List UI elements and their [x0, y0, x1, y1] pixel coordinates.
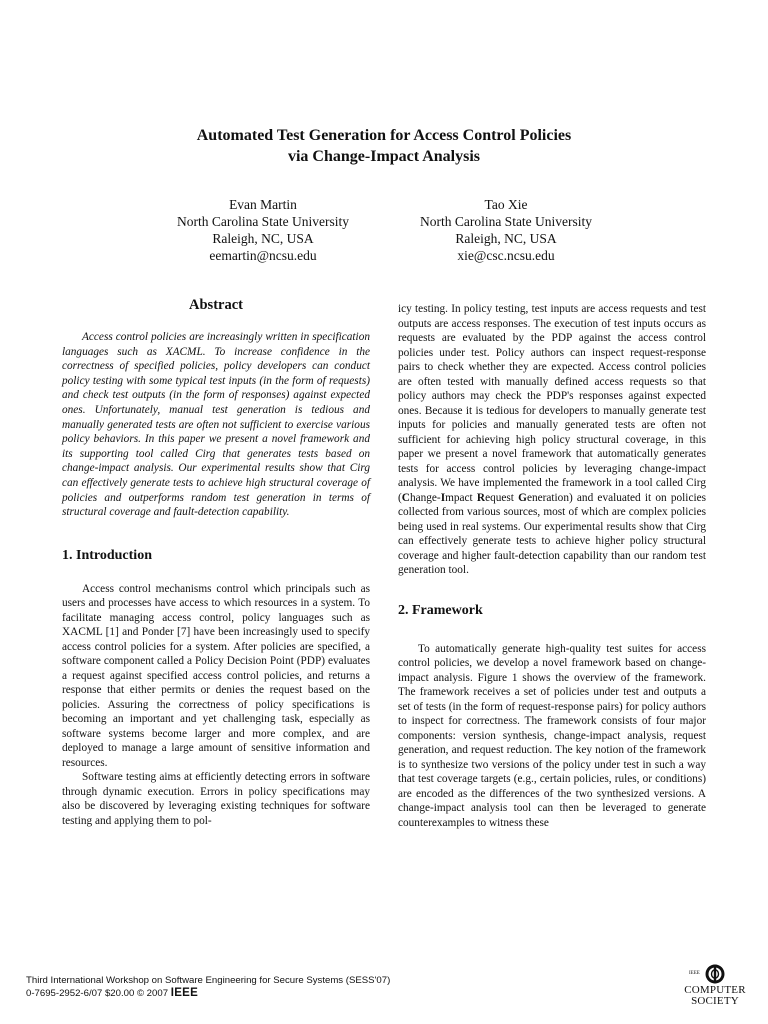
paper-title: [0, 125, 768, 167]
intro-paragraph-1: Access control mechanisms control which principals such as users and processes have access to which resources in a system. To facilitate managing access control, policy languages such as XACML [1] and Ponder [7] have been increasingly used to specify access control policies for a system. After policies are specified, a software component called a Policy Decision Point (PDP) evaluates a request against specified access control policies, and returns a response that either permits or denies the request based on the policies. Assuring the correctness of policy specifications is becoming an important and yet challenging task, especially as software systems become larger and more complex, and are deployed to manage a large amount of sensitive information and resources.: [62, 582, 370, 769]
intro-paragraph-2: Software testing aims at efficiently detecting errors in software through dynamic execution. Errors in policy specifications may also be discovered by leveraging existing techniques for software testing and applying them to pol-: [62, 771, 370, 827]
logo-line-computer: COMPUTER: [684, 984, 746, 996]
left-column: [62, 296, 370, 828]
footer-venue: Third International Workshop on Software Engineering for Secure Systems (SESS'07): [26, 975, 391, 986]
author-block-1: [133, 196, 393, 264]
title-line-2: via Change-Impact Analysis: [287, 148, 481, 165]
framework-paragraph-1: To automatically generate high-quality test suites for access control policies, we develop a novel framework based on change-impact analysis. Figure 1 shows the overview of the framework. The framework receives a set of policies under test and outputs a set of tests (in the form of request-response pairs) for policy authors to inspect for correctness. The framework consists of four major components: version synthesis, change-impact analysis, request generation, and request reduction. The key notion of the framework is to synthesize two versions of the policy under test in such a way that test coverage targets (e.g., certain policies, rules, or conditions) are encoded as the differences of the two synthesized versions. A change-impact analysis tool can then be leveraged to generate counterexamples to witness these: [398, 642, 706, 829]
author-block-2: [376, 196, 636, 264]
author-name: Tao Xie: [484, 197, 528, 212]
computer-society-emblem-icon: [704, 963, 726, 985]
page-footer: [26, 974, 390, 1000]
author-email: xie@csc.ncsu.edu: [457, 248, 555, 263]
author-affiliation: North Carolina State University: [176, 214, 350, 229]
right-column: [398, 302, 706, 830]
logo-line-society: SOCIETY: [691, 995, 739, 1007]
intro-paragraph-3: icy testing. In policy testing, test inputs are access requests and test outputs are access responses. The execution of test inputs occurs as requests are evaluated by the PDP against the access control policies under test. Policy authors can inspect request-response pairs to check whether they are expected. Access control policies are often tested with manually defined access requests so that policy authors may check the PDP's responses against expected ones. Because it is tedious for developers to manually generate test inputs for policies and manually generated tests are often not sufficient for achieving high policy structural coverage, in this paper we present a novel framework that automatically generates tests for access control policies by leveraging change-impact analysis. We have implemented the framework in a tool called Cirg (Change-Impact Request Generation) and evaluated it on policies collected from various sources, most of which are complex policies being used in real systems. Our experimental results show that Cirg can effectively generate tests to achieve higher policy structural coverage and higher fault-detection capability than our random test generation tool.: [398, 303, 707, 576]
abstract-text: Access control policies are increasingly written in specification languages such as XACML. To increase confidence in the correctness of specified policies, policy developers can conduct policy testing with some typical test inputs (in the form of requests) and check test outputs (in the form of responses) against expected ones. Unfortunately, manual test generation is tedious and manually generated tests are often not sufficient to exercise various policy behaviors. In this paper we present a novel framework and its supporting tool called Cirg that generates tests based on change-impact analysis. Our experimental results show that Cirg can effectively generate tests to achieve high structural coverage of policies and outperforms random test generation in terms of structural coverage and fault-detection capability.: [62, 331, 370, 519]
section-heading-introduction: 1. Introduction: [62, 547, 152, 563]
author-location: Raleigh, NC, USA: [212, 231, 314, 246]
author-name: Evan Martin: [229, 197, 297, 212]
author-email: eemartin@ncsu.edu: [209, 248, 317, 263]
author-affiliation: North Carolina State University: [419, 214, 593, 229]
title-line-1: Automated Test Generation for Access Control Policies: [196, 127, 572, 144]
author-location: Raleigh, NC, USA: [455, 231, 557, 246]
logo-ieee-small: IEEE: [689, 971, 700, 976]
footer-copyright: 0-7695-2952-6/07 $20.00 © 2007 IEEE: [26, 987, 199, 999]
section-heading-framework: 2. Framework: [398, 602, 483, 618]
abstract-heading: Abstract: [189, 297, 243, 313]
computer-society-logo: [683, 963, 747, 1015]
ieee-wordmark: IEEE: [170, 987, 199, 999]
